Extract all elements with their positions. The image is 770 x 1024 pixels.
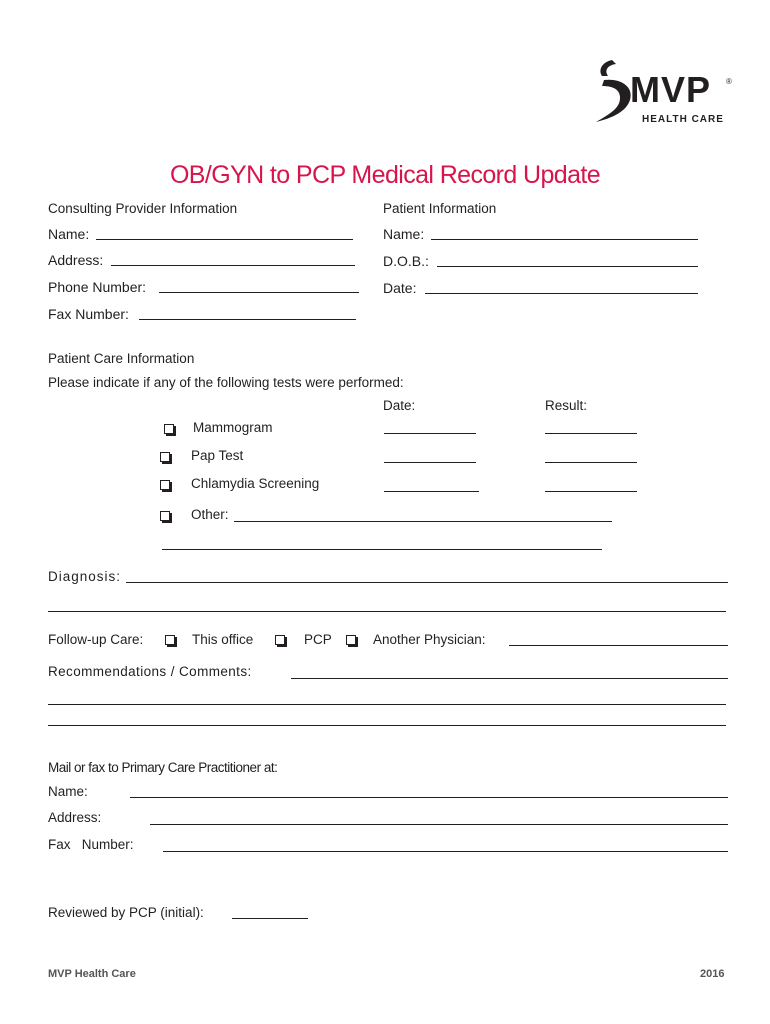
- mail-name-label: Name:: [48, 784, 88, 799]
- another-physician-field[interactable]: [509, 645, 728, 646]
- footer-year: 2016: [700, 968, 725, 980]
- diagnosis-field-continued[interactable]: [48, 611, 726, 612]
- care-heading: Patient Care Information: [48, 351, 195, 366]
- mammogram-label: Mammogram: [193, 420, 273, 435]
- mail-address-label: Address:: [48, 810, 102, 825]
- mammogram-checkbox[interactable]: [164, 424, 174, 434]
- another-physician-checkbox[interactable]: [346, 635, 356, 645]
- care-instruction: Please indicate if any of the following tests were performed:: [48, 375, 404, 390]
- consulting-heading: Consulting Provider Information: [48, 201, 238, 216]
- chlamydia-label: Chlamydia Screening: [191, 476, 320, 491]
- patient-dob-label: D.O.B.:: [383, 253, 429, 269]
- logo-brand: MVP: [630, 69, 712, 110]
- mail-fax-label: Fax Number:: [48, 837, 134, 852]
- date-column-header: Date:: [383, 398, 416, 413]
- pap-test-date-field[interactable]: [384, 462, 476, 463]
- patient-name-label: Name:: [383, 226, 425, 242]
- mail-name-field[interactable]: [130, 797, 728, 798]
- other-label: Other:: [191, 507, 229, 522]
- another-physician-label: Another Physician:: [373, 632, 486, 647]
- chlamydia-checkbox[interactable]: [160, 480, 170, 490]
- patient-date-field[interactable]: [425, 293, 698, 294]
- recommendations-field[interactable]: [291, 678, 728, 679]
- recommendations-field-line-2[interactable]: [48, 704, 726, 705]
- patient-heading: Patient Information: [383, 201, 497, 216]
- other-field[interactable]: [234, 521, 612, 522]
- pcp-label: PCP: [304, 632, 332, 647]
- mail-fax-field[interactable]: [163, 851, 728, 852]
- recommendations-field-line-3[interactable]: [48, 725, 726, 726]
- consulting-name-field[interactable]: [96, 239, 353, 240]
- logo-registered: ®: [726, 77, 732, 86]
- other-field-continued[interactable]: [162, 549, 602, 550]
- reviewed-label: Reviewed by PCP (initial):: [48, 905, 204, 920]
- pap-test-checkbox[interactable]: [160, 452, 170, 462]
- footer-left: MVP Health Care: [48, 968, 136, 980]
- consulting-fax-label: Fax Number:: [48, 306, 129, 322]
- mammogram-date-field[interactable]: [384, 433, 476, 434]
- consulting-fax-field[interactable]: [139, 319, 356, 320]
- diagnosis-field[interactable]: [126, 582, 728, 583]
- pcp-checkbox[interactable]: [275, 635, 285, 645]
- recommendations-label: Recommendations / Comments:: [48, 664, 252, 679]
- chlamydia-date-field[interactable]: [384, 491, 479, 492]
- mammogram-result-field[interactable]: [545, 433, 637, 434]
- mail-address-field[interactable]: [150, 824, 728, 825]
- consulting-phone-label: Phone Number:: [48, 279, 147, 295]
- followup-label: Follow-up Care:: [48, 632, 144, 647]
- this-office-checkbox[interactable]: [165, 635, 175, 645]
- chlamydia-result-field[interactable]: [545, 491, 637, 492]
- logo-sub: HEALTH CARE: [642, 114, 724, 125]
- mail-heading: Mail or fax to Primary Care Practitioner at:: [48, 760, 278, 775]
- pap-test-result-field[interactable]: [545, 462, 637, 463]
- consulting-address-field[interactable]: [111, 265, 355, 266]
- diagnosis-label: Diagnosis:: [48, 569, 122, 584]
- patient-dob-field[interactable]: [437, 266, 698, 267]
- result-column-header: Result:: [545, 398, 588, 413]
- other-checkbox[interactable]: [160, 511, 170, 521]
- pap-test-label: Pap Test: [191, 448, 244, 463]
- consulting-name-label: Name:: [48, 226, 90, 242]
- patient-date-label: Date:: [383, 280, 417, 296]
- reviewed-initial-field[interactable]: [232, 918, 308, 919]
- consulting-address-label: Address:: [48, 252, 104, 268]
- patient-name-field[interactable]: [431, 239, 698, 240]
- this-office-label: This office: [192, 632, 254, 647]
- page-title: OB/GYN to PCP Medical Record Update: [169, 161, 601, 189]
- mvp-logo: [588, 56, 738, 130]
- consulting-phone-field[interactable]: [159, 292, 359, 293]
